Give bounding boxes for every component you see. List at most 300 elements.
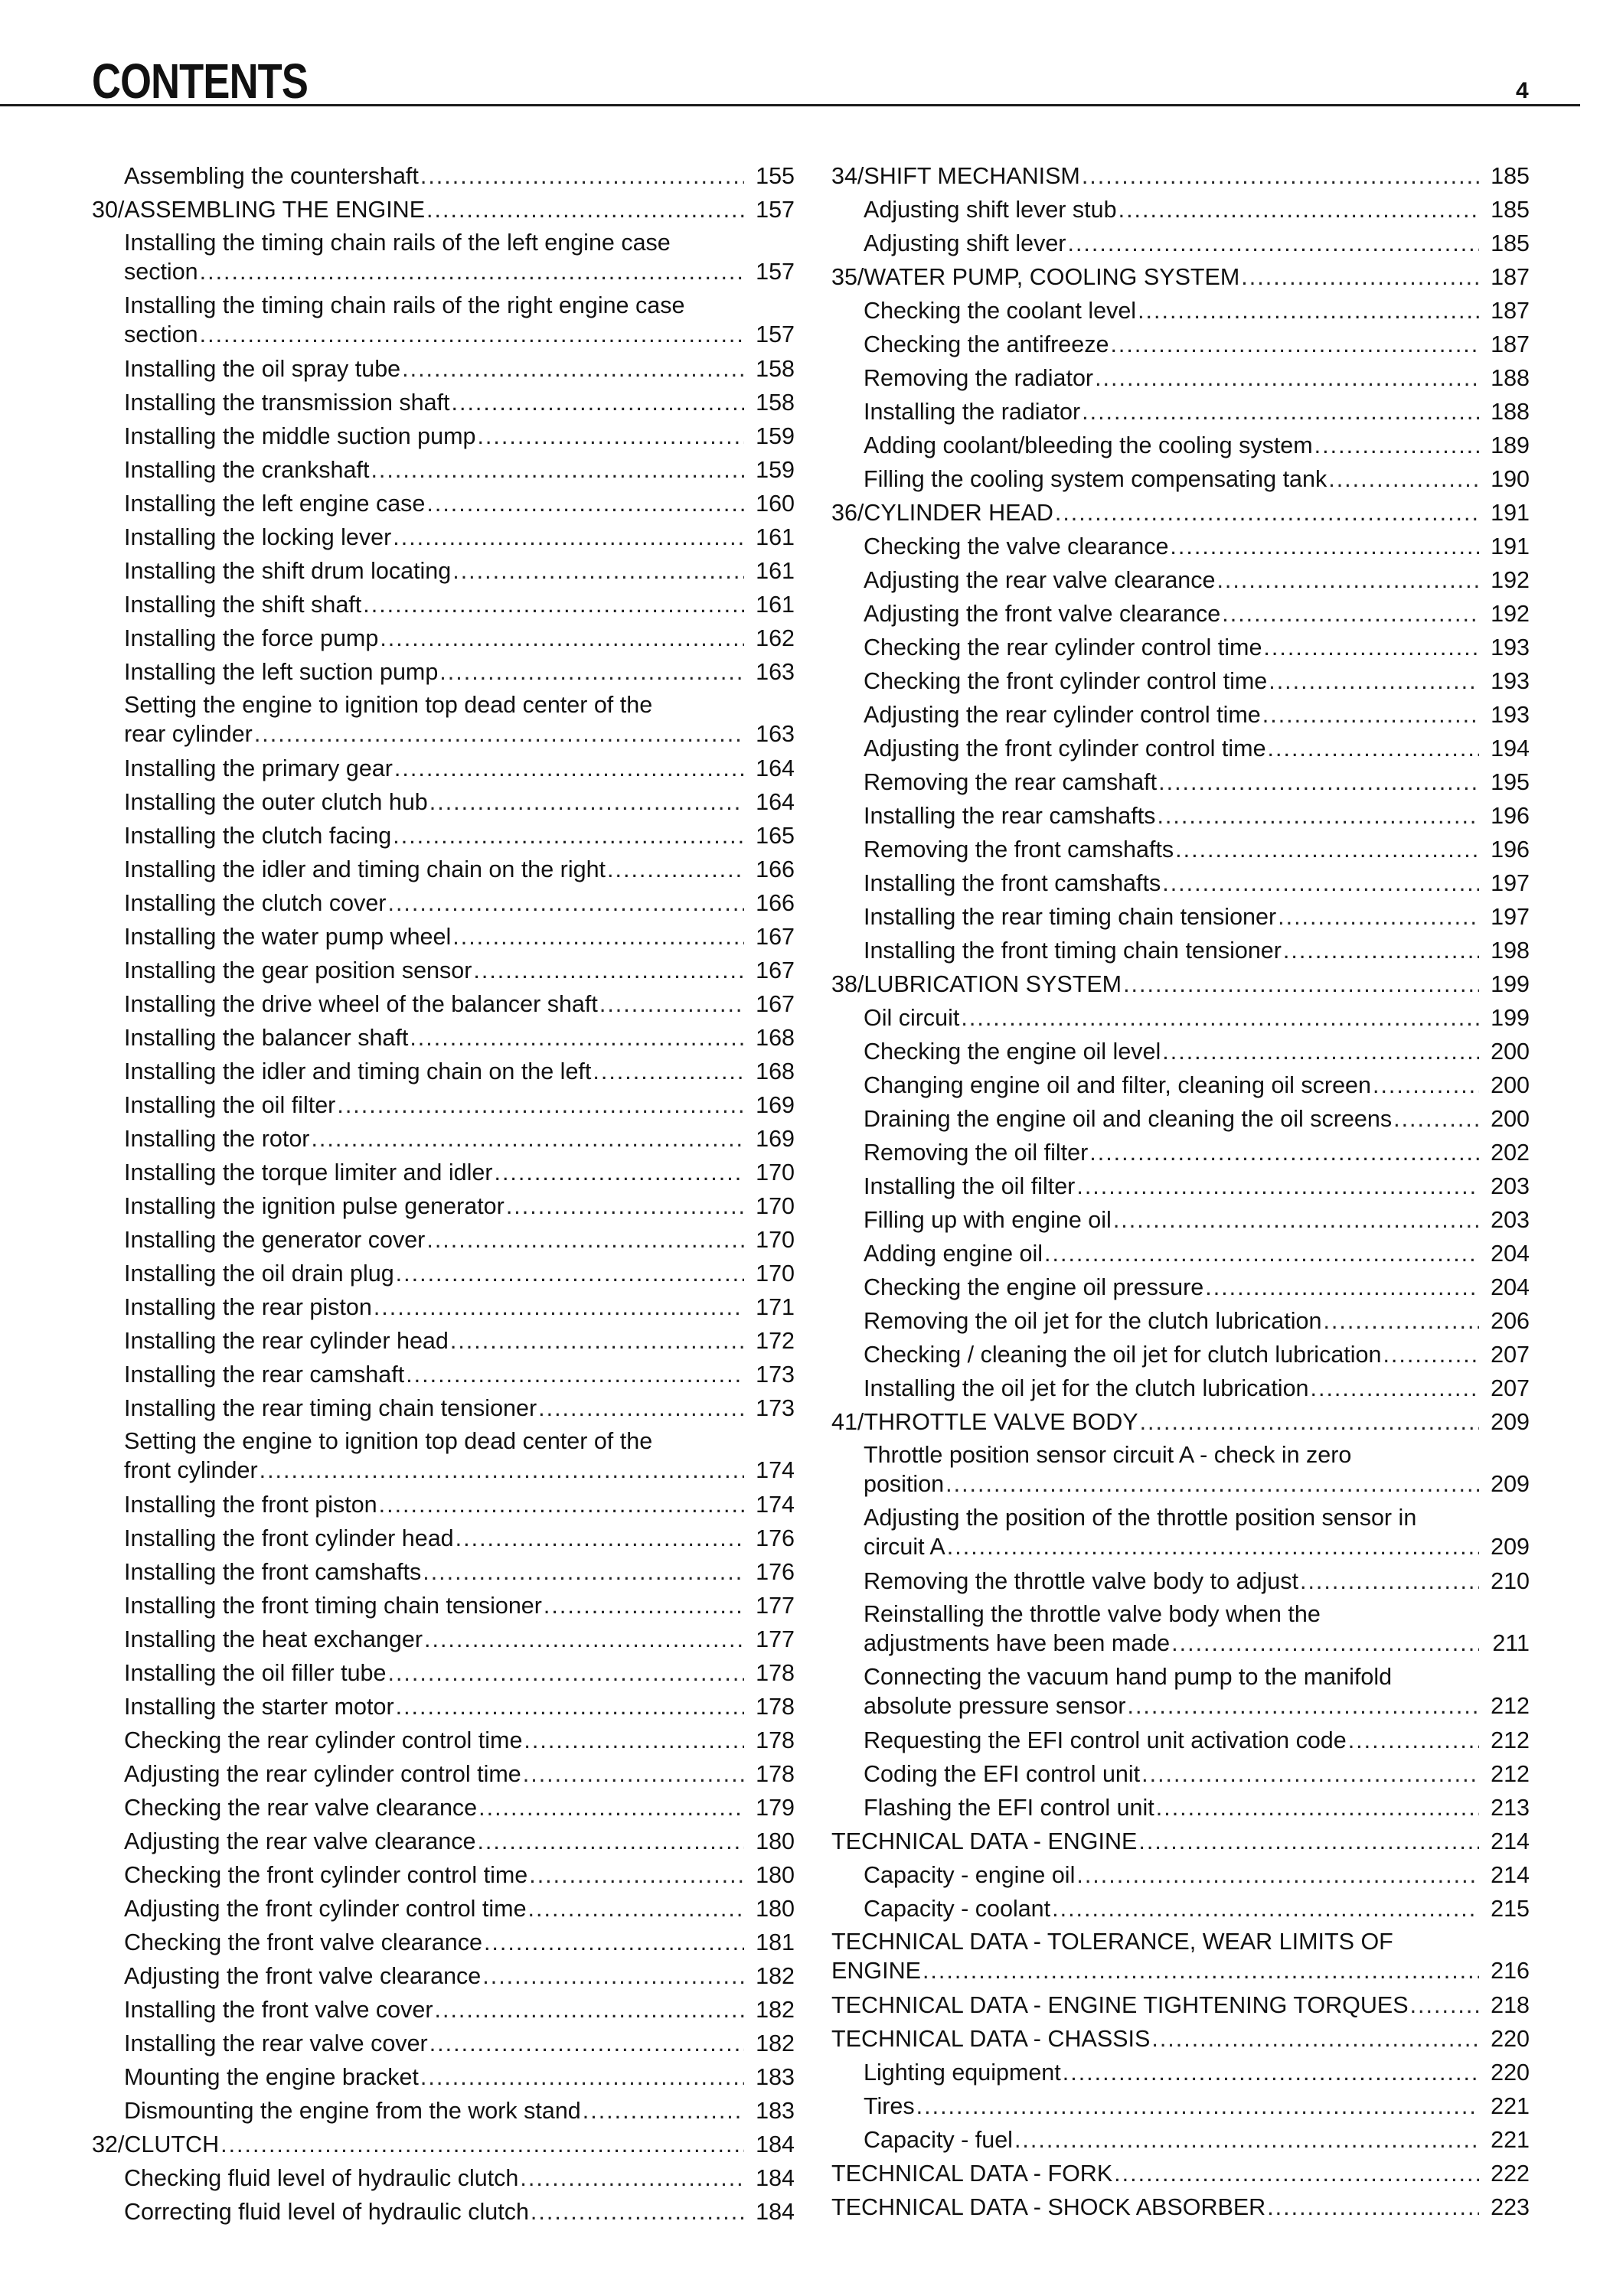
- toc-entry-link[interactable]: [92, 1656, 795, 1690]
- toc-entry-title: Adjusting the rear valve clearance: [864, 567, 1216, 593]
- toc-entry-link[interactable]: [831, 1757, 1530, 1791]
- toc-page-number: 218: [1491, 1992, 1530, 2018]
- toc-entry-link[interactable]: [92, 2195, 795, 2229]
- dot-leader: [1157, 799, 1479, 833]
- toc-entry-title-line1: Throttle position sensor circuit A - check in zero: [864, 1442, 1352, 1468]
- toc-entry-title: Installing the front valve cover: [124, 1997, 433, 2023]
- toc-entry-title: Removing the radiator: [864, 365, 1094, 391]
- toc-entry-link[interactable]: [92, 227, 795, 289]
- toc-entry-link[interactable]: [92, 1892, 795, 1926]
- toc-entry-title: Installing the front camshafts: [864, 870, 1161, 896]
- toc-entry-title: Installing the starter motor: [124, 1694, 394, 1720]
- toc-entry-title: TECHNICAL DATA - FORK: [831, 2161, 1113, 2187]
- toc-page-number: 182: [756, 1997, 795, 2023]
- toc-entry-title: Installing the rear timing chain tensioner: [864, 904, 1277, 930]
- toc-entry-link[interactable]: [831, 1858, 1530, 1892]
- toc-page-number: 214: [1491, 1828, 1530, 1854]
- dot-leader: [916, 2089, 1479, 2123]
- toc-entry-link[interactable]: [831, 462, 1530, 496]
- dot-leader: [311, 1122, 744, 1156]
- toc-entry-link[interactable]: [92, 987, 795, 1021]
- toc-page-number: 185: [1491, 197, 1530, 223]
- dot-leader: [337, 1088, 744, 1122]
- dot-leader: [396, 1690, 744, 1724]
- dot-leader: [1383, 1338, 1479, 1371]
- toc-page-number: 220: [1491, 2026, 1530, 2052]
- toc-entry-title: Checking the valve clearance: [864, 533, 1169, 559]
- toc-entry-link[interactable]: [92, 1690, 795, 1724]
- toc-entry-link[interactable]: [831, 900, 1530, 934]
- toc-entry-link[interactable]: [92, 621, 795, 655]
- dot-leader: [1262, 698, 1479, 732]
- dot-leader: [1110, 328, 1479, 361]
- toc-entry-link[interactable]: [92, 1724, 795, 1757]
- toc-entry-link[interactable]: [92, 1757, 795, 1791]
- toc-entry-title: Installing the shift drum locating: [124, 558, 452, 584]
- toc-entry-link[interactable]: [831, 1203, 1530, 1237]
- dot-leader: [1156, 1791, 1479, 1825]
- toc-entry-title: Installing the torque limiter and idler: [124, 1159, 493, 1186]
- toc-entry-link[interactable]: [831, 395, 1530, 429]
- toc-entry-link[interactable]: [831, 1338, 1530, 1371]
- toc-entry-link[interactable]: [831, 563, 1530, 597]
- toc-entry-link[interactable]: [92, 920, 795, 954]
- toc-entry-link[interactable]: [831, 1136, 1530, 1169]
- toc-page-number: 178: [756, 1761, 795, 1787]
- toc-page-number: 203: [1491, 1207, 1530, 1233]
- toc-entry-link[interactable]: [92, 1055, 795, 1088]
- dot-leader: [477, 419, 744, 453]
- toc-entry-title: Installing the left engine case: [124, 491, 426, 517]
- toc-entry-title: Installing the front camshafts: [124, 1559, 422, 1585]
- toc-entry-link[interactable]: [92, 886, 795, 920]
- toc-section-link[interactable]: [831, 1926, 1530, 1988]
- dot-leader: [1205, 1270, 1479, 1304]
- toc-entry-link[interactable]: [831, 698, 1530, 732]
- dot-leader: [426, 193, 744, 227]
- toc-page-number: 212: [1491, 1727, 1530, 1753]
- page-header: [0, 0, 1580, 109]
- dot-leader: [402, 352, 744, 386]
- toc-entry-link[interactable]: [831, 799, 1530, 833]
- toc-page-number: 168: [756, 1025, 795, 1051]
- toc-entry-link[interactable]: [92, 1926, 795, 1959]
- toc-page-number: 188: [1491, 365, 1530, 391]
- toc-entry-link[interactable]: [831, 1169, 1530, 1203]
- toc-page-number: 174: [756, 1492, 795, 1518]
- toc-section-link[interactable]: [831, 1825, 1530, 1858]
- toc-entry-link[interactable]: [831, 1237, 1530, 1270]
- toc-page-number: 182: [756, 1963, 795, 1989]
- toc-entry-link[interactable]: [831, 1791, 1530, 1825]
- toc-entry-link[interactable]: [831, 2123, 1530, 2157]
- toc-page-number: 187: [1491, 298, 1530, 324]
- toc-entry-link[interactable]: [92, 752, 795, 785]
- dot-leader: [1114, 2157, 1479, 2190]
- dot-leader: [426, 1223, 744, 1257]
- toc-entry-link[interactable]: [92, 1324, 795, 1358]
- toc-entry-title: section: [124, 259, 198, 285]
- toc-entry-link[interactable]: [92, 1993, 795, 2027]
- toc-entry-link[interactable]: [92, 386, 795, 419]
- toc-page-number: 221: [1491, 2093, 1530, 2119]
- toc-section-link[interactable]: [831, 2022, 1530, 2056]
- toc-entry-link[interactable]: [831, 1564, 1530, 1598]
- dot-leader: [424, 1623, 744, 1656]
- toc-page-number: 209: [1491, 1534, 1530, 1560]
- toc-page-number: 167: [756, 924, 795, 950]
- toc-page-number: 187: [1491, 264, 1530, 290]
- toc-page-number: 215: [1491, 1896, 1530, 1922]
- toc-page-number: 177: [756, 1593, 795, 1619]
- toc-page-number: 185: [1491, 163, 1530, 189]
- toc-entry-title: Installing the ignition pulse generator: [124, 1193, 505, 1219]
- dot-leader: [1300, 1564, 1479, 1598]
- toc-entry-link[interactable]: [92, 1189, 795, 1223]
- toc-entry-link[interactable]: [831, 1892, 1530, 1926]
- dot-leader: [394, 752, 744, 785]
- dot-leader: [363, 588, 744, 621]
- toc-entry-title: 30/ASSEMBLING THE ENGINE: [92, 197, 426, 223]
- toc-entry-link[interactable]: [831, 597, 1530, 631]
- toc-entry-title: Oil circuit: [864, 1005, 960, 1031]
- dot-leader: [429, 785, 744, 819]
- toc-entry-link[interactable]: [92, 1257, 795, 1290]
- dot-leader: [538, 1391, 744, 1425]
- toc-entry-title: Installing the idler and timing chain on the left: [124, 1058, 592, 1084]
- toc-entry-link[interactable]: [831, 1270, 1530, 1304]
- toc-column-left: [92, 159, 795, 2229]
- dot-leader: [528, 1892, 744, 1926]
- toc-entry-title: Checking the rear valve clearance: [124, 1795, 478, 1821]
- toc-page-number: 193: [1491, 702, 1530, 728]
- toc-entry-title: Draining the engine oil and cleaning the oil screens: [864, 1106, 1393, 1132]
- toc-entry-link[interactable]: [92, 588, 795, 621]
- toc-entry-link[interactable]: [831, 1502, 1530, 1564]
- dot-leader: [1151, 2022, 1479, 2056]
- dot-leader: [1067, 227, 1479, 260]
- toc-entry-title: Installing the front piston: [124, 1492, 377, 1518]
- toc-entry-title: adjustments have been made: [864, 1630, 1171, 1656]
- toc-page-number: 159: [756, 457, 795, 483]
- toc-entry-title: circuit A: [864, 1534, 945, 1560]
- toc-entry-link[interactable]: [92, 785, 795, 819]
- dot-leader: [1082, 395, 1479, 429]
- toc-entry-link[interactable]: [92, 487, 795, 520]
- toc-entry-title: Installing the middle suction pump: [124, 423, 476, 449]
- toc-page-number: 173: [756, 1395, 795, 1421]
- toc-entry-link[interactable]: [831, 765, 1530, 799]
- toc-entry-link[interactable]: [831, 294, 1530, 328]
- dot-leader: [1140, 1405, 1479, 1439]
- toc-entry-title: Installing the rear valve cover: [124, 2030, 428, 2056]
- toc-entry-link[interactable]: [92, 689, 795, 752]
- toc-entry-link[interactable]: [92, 1959, 795, 1993]
- toc-entry-link[interactable]: [92, 1223, 795, 1257]
- toc-page-number: 209: [1491, 1471, 1530, 1497]
- toc-entry-link[interactable]: [92, 352, 795, 386]
- toc-page-number: 169: [756, 1092, 795, 1118]
- toc-page-number: 168: [756, 1058, 795, 1084]
- toc-entry-link[interactable]: [92, 2060, 795, 2094]
- toc-entry-link[interactable]: [831, 1439, 1530, 1502]
- toc-entry-title-line1: Installing the timing chain rails of the right engine case: [124, 292, 685, 318]
- toc-page-number: 160: [756, 491, 795, 517]
- toc-page-number: 161: [756, 524, 795, 550]
- toc-entry-title: Installing the transmission shaft: [124, 390, 450, 416]
- dot-leader: [420, 2060, 744, 2094]
- toc-page-number: 180: [756, 1896, 795, 1922]
- dot-leader: [1113, 1203, 1479, 1237]
- dot-leader: [494, 1156, 744, 1189]
- toc-section-link[interactable]: [831, 967, 1530, 1001]
- toc-page-number: 182: [756, 2030, 795, 2056]
- dot-leader: [429, 2027, 744, 2060]
- dot-leader: [1222, 597, 1479, 631]
- toc-entry-title: Checking the coolant level: [864, 298, 1137, 324]
- toc-section-link[interactable]: [831, 260, 1530, 294]
- toc-section-link[interactable]: [831, 496, 1530, 530]
- toc-entry-title: Adding engine oil: [864, 1241, 1043, 1267]
- toc-page-number: 207: [1491, 1375, 1530, 1401]
- toc-entry-link[interactable]: [92, 554, 795, 588]
- toc-page-number: 178: [756, 1727, 795, 1753]
- toc-page-number: 190: [1491, 466, 1530, 492]
- toc-entry-title: Checking / cleaning the oil jet for clutch lubrication: [864, 1342, 1382, 1368]
- toc-page-number: 174: [756, 1457, 795, 1483]
- toc-entry-link[interactable]: [831, 361, 1530, 395]
- toc-entry-link[interactable]: [92, 2094, 795, 2128]
- toc-entry-link[interactable]: [831, 1598, 1530, 1661]
- toc-page-number: 187: [1491, 331, 1530, 357]
- toc-entry-link[interactable]: [831, 1724, 1530, 1757]
- toc-page-number: 184: [756, 2165, 795, 2191]
- toc-entry-link[interactable]: [92, 655, 795, 689]
- toc-page-number: 157: [756, 259, 795, 285]
- toc-entry-link[interactable]: [831, 631, 1530, 664]
- dot-leader: [396, 1257, 744, 1290]
- toc-page-number: 183: [756, 2064, 795, 2090]
- toc-entry-link[interactable]: [831, 1001, 1530, 1035]
- toc-entry-title: Installing the rear camshafts: [864, 803, 1156, 829]
- dot-leader: [520, 2161, 744, 2195]
- dot-leader: [482, 1959, 744, 1993]
- dot-leader: [371, 453, 744, 487]
- toc-entry-link[interactable]: [831, 833, 1530, 866]
- toc-entry-link[interactable]: [831, 429, 1530, 462]
- toc-entry-link[interactable]: [92, 1425, 795, 1488]
- toc-entry-link[interactable]: [92, 1290, 795, 1324]
- toc-entry-link[interactable]: [92, 819, 795, 853]
- toc-page-number: 195: [1491, 769, 1530, 795]
- toc-entry-link[interactable]: [92, 1391, 795, 1425]
- dot-leader: [1138, 1825, 1479, 1858]
- toc-entry-title: Installing the front timing chain tensioner: [124, 1593, 542, 1619]
- toc-entry-title: Removing the rear camshaft: [864, 769, 1158, 795]
- dot-leader: [254, 719, 744, 748]
- toc-page-number: 169: [756, 1126, 795, 1152]
- toc-section-link[interactable]: [831, 1988, 1530, 2022]
- toc-entry-link[interactable]: [831, 193, 1530, 227]
- toc-entry-link[interactable]: [92, 289, 795, 352]
- toc-page-number: 176: [756, 1559, 795, 1585]
- toc-entry-link[interactable]: [92, 1555, 795, 1589]
- toc-entry-title: Installing the crankshaft: [124, 457, 370, 483]
- toc-entry-link[interactable]: [831, 934, 1530, 967]
- toc-page-number: 196: [1491, 837, 1530, 863]
- toc-page-number: 211: [1492, 1630, 1530, 1656]
- dot-leader: [452, 920, 744, 954]
- toc-entry-link[interactable]: [92, 520, 795, 554]
- dot-leader: [1278, 900, 1479, 934]
- toc-entry-link[interactable]: [831, 1102, 1530, 1136]
- toc-page-number: 222: [1491, 2161, 1530, 2187]
- toc-entry-title: Checking the front cylinder control time: [124, 1862, 528, 1888]
- toc-entry-link[interactable]: [831, 2056, 1530, 2089]
- toc-page-number: 159: [756, 423, 795, 449]
- toc-page-number: 202: [1491, 1140, 1530, 1166]
- dot-leader: [945, 1469, 1479, 1499]
- dot-leader: [1269, 664, 1479, 698]
- toc-entry-link[interactable]: [92, 1589, 795, 1623]
- toc-entry-link[interactable]: [92, 419, 795, 453]
- dot-leader: [452, 554, 744, 588]
- toc-entry-link[interactable]: [831, 1068, 1530, 1102]
- toc-entry-title: Installing the force pump: [124, 625, 379, 651]
- dot-leader: [531, 2195, 744, 2229]
- toc-section-link[interactable]: [92, 193, 795, 227]
- toc-entry-link[interactable]: [831, 227, 1530, 260]
- toc-entry-title: Checking the front cylinder control time: [864, 668, 1268, 694]
- toc-page-number: 197: [1491, 904, 1530, 930]
- toc-entry-link[interactable]: [831, 1304, 1530, 1338]
- toc-page-number: 178: [756, 1694, 795, 1720]
- toc-entry-title: Tires: [864, 2093, 915, 2119]
- toc-page-number: 212: [1491, 1693, 1530, 1719]
- dot-leader: [607, 853, 744, 886]
- toc-entry-link[interactable]: [831, 530, 1530, 563]
- toc-entry-title: 35/WATER PUMP, COOLING SYSTEM: [831, 264, 1240, 290]
- dot-leader: [1158, 765, 1479, 799]
- toc-entry-title: rear cylinder: [124, 721, 253, 747]
- dot-leader: [260, 1456, 744, 1485]
- toc-entry-link[interactable]: [831, 664, 1530, 698]
- dot-leader: [1076, 1858, 1479, 1892]
- toc-entry-title: Checking the rear cylinder control time: [124, 1727, 523, 1753]
- toc-entry-link[interactable]: [92, 1122, 795, 1156]
- toc-entry-link[interactable]: [92, 453, 795, 487]
- toc-entry-link[interactable]: [831, 732, 1530, 765]
- toc-page-number: 194: [1491, 735, 1530, 762]
- toc-entry-link[interactable]: [831, 866, 1530, 900]
- toc-entry-title: Installing the generator cover: [124, 1227, 426, 1253]
- toc-page-number: 170: [756, 1193, 795, 1219]
- toc-entry-title: TECHNICAL DATA - SHOCK ABSORBER: [831, 2194, 1266, 2220]
- toc-entry-title: Adjusting shift lever: [864, 230, 1066, 256]
- toc-entry-title: ENGINE: [831, 1958, 921, 1984]
- dot-leader: [1162, 1035, 1479, 1068]
- toc-section-link[interactable]: [831, 1405, 1530, 1439]
- dot-leader: [1267, 2190, 1479, 2224]
- toc-entry-link[interactable]: [92, 2161, 795, 2195]
- toc-entry-link[interactable]: [92, 159, 795, 193]
- toc-entry-link[interactable]: [92, 1488, 795, 1521]
- toc-page-number: 191: [1491, 500, 1530, 526]
- toc-entry-title: Coding the EFI control unit: [864, 1761, 1141, 1787]
- toc-page-number: 181: [756, 1929, 795, 1955]
- toc-entry-link[interactable]: [92, 2027, 795, 2060]
- toc-page-number: 206: [1491, 1308, 1530, 1334]
- toc-entry-title: Checking the rear cylinder control time: [864, 634, 1262, 660]
- toc-page-number: 165: [756, 823, 795, 849]
- toc-page-number: 212: [1491, 1761, 1530, 1787]
- toc-entry-link[interactable]: [92, 1021, 795, 1055]
- dot-leader: [406, 1358, 744, 1391]
- dot-leader: [420, 159, 744, 193]
- dot-leader: [374, 1290, 744, 1324]
- toc-entry-title: Installing the rotor: [124, 1126, 310, 1152]
- toc-entry-link[interactable]: [831, 2089, 1530, 2123]
- dot-leader: [439, 655, 744, 689]
- toc-entry-title: Adjusting the front valve clearance: [124, 1963, 482, 1989]
- dot-leader: [1118, 193, 1479, 227]
- toc-entry-title-line1: Setting the engine to ignition top dead center of the: [124, 692, 653, 718]
- toc-page-number: 193: [1491, 634, 1530, 660]
- toc-entry-title: Installing the oil filter: [864, 1173, 1076, 1199]
- toc-page-number: 161: [756, 592, 795, 618]
- toc-entry-title: Requesting the EFI control unit activation code: [864, 1727, 1347, 1753]
- toc-entry-link[interactable]: [92, 1156, 795, 1189]
- toc-entry-title-line1: TECHNICAL DATA - TOLERANCE, WEAR LIMITS OF: [831, 1929, 1393, 1955]
- toc-entry-link[interactable]: [92, 1791, 795, 1825]
- dot-leader: [456, 1521, 744, 1555]
- toc-page-number: 203: [1491, 1173, 1530, 1199]
- toc-entry-link[interactable]: [92, 1825, 795, 1858]
- toc-entry-title: 34/SHIFT MECHANISM: [831, 163, 1080, 189]
- toc-entry-title: 41/THROTTLE VALVE BODY: [831, 1409, 1138, 1435]
- toc-entry-link[interactable]: [92, 1088, 795, 1122]
- toc-entry-link[interactable]: [92, 853, 795, 886]
- toc-entry-link[interactable]: [831, 1661, 1530, 1724]
- toc-entry-link[interactable]: [831, 328, 1530, 361]
- dot-leader: [593, 1055, 744, 1088]
- toc-page-number: 170: [756, 1227, 795, 1253]
- toc-entry-link[interactable]: [92, 1623, 795, 1656]
- toc-entry-title: Installing the front timing chain tensioner: [864, 938, 1282, 964]
- toc-section-link[interactable]: [831, 2190, 1530, 2224]
- toc-entry-link[interactable]: [92, 1358, 795, 1391]
- toc-entry-link[interactable]: [831, 1035, 1530, 1068]
- toc-entry-title: Installing the clutch facing: [124, 823, 392, 849]
- dot-leader: [1076, 1169, 1479, 1203]
- toc-entry-title: Installing the oil drain plug: [124, 1261, 394, 1287]
- toc-section-link[interactable]: [831, 2157, 1530, 2190]
- toc-page-number: 199: [1491, 1005, 1530, 1031]
- toc-entry-title: Installing the gear position sensor: [124, 957, 472, 983]
- toc-section-link[interactable]: [831, 159, 1530, 193]
- dot-leader: [961, 1001, 1479, 1035]
- toc-entry-link[interactable]: [92, 1521, 795, 1555]
- dot-leader: [477, 1825, 744, 1858]
- toc-page-number: 167: [756, 991, 795, 1017]
- toc-page-number: 221: [1491, 2127, 1530, 2153]
- toc-entry-link[interactable]: [831, 1371, 1530, 1405]
- dot-leader: [1171, 1629, 1479, 1658]
- toc-entry-title: Adjusting the front cylinder control time: [864, 735, 1266, 762]
- toc-section-link[interactable]: [92, 2128, 795, 2161]
- toc-entry-link[interactable]: [92, 1858, 795, 1892]
- toc-entry-link[interactable]: [92, 954, 795, 987]
